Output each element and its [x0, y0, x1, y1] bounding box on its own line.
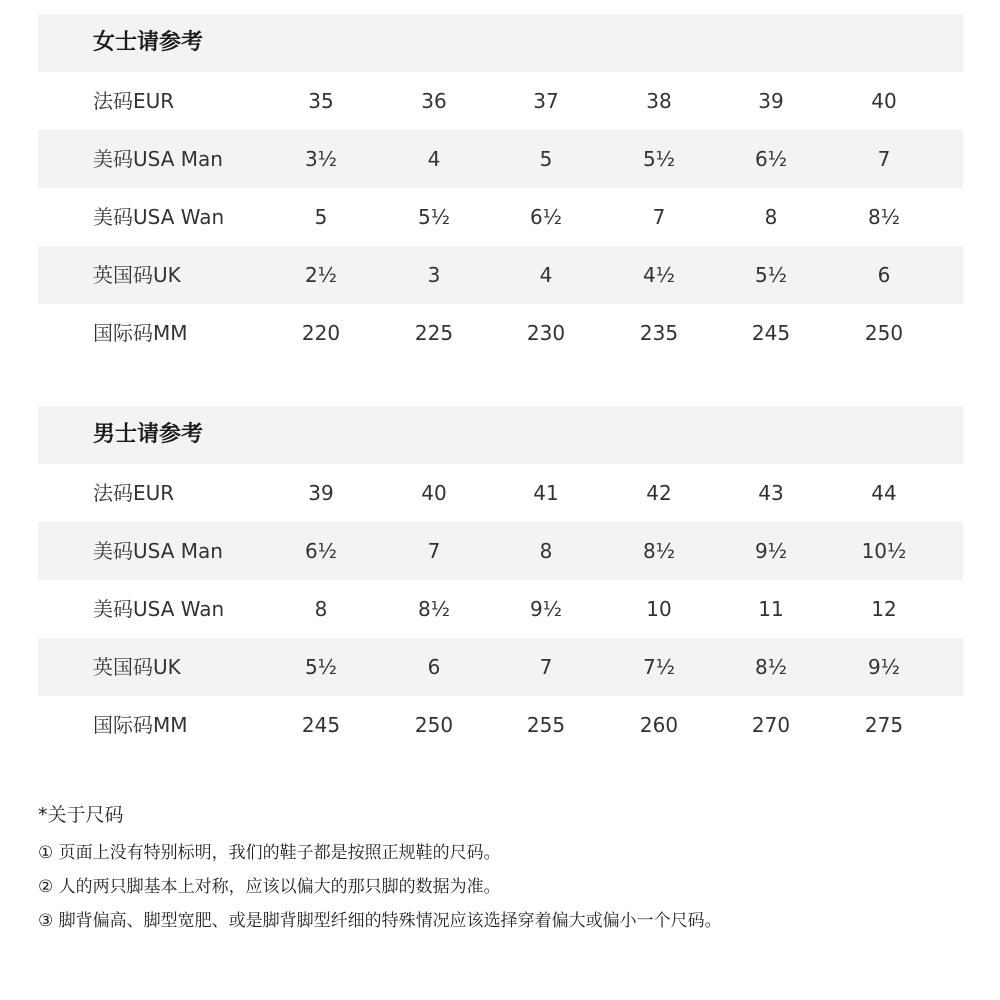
size-cell: 220 [301, 321, 341, 345]
size-cell: 9½ [529, 597, 563, 621]
size-cell: 275 [864, 713, 904, 737]
size-cell: 8½ [642, 539, 676, 563]
row-label: 法码EUR [93, 481, 175, 505]
size-cell: 245 [751, 321, 791, 345]
note-item: ② 人的两只脚基本上对称，应该以偏大的那只脚的数据为准。 [38, 877, 501, 897]
row-label: 英国码UK [93, 655, 181, 679]
size-cell: 3½ [304, 147, 338, 171]
size-cell: 43 [758, 481, 784, 505]
row-label: 法码EUR [93, 89, 175, 113]
table-row [38, 580, 963, 638]
size-cell: 41 [533, 481, 559, 505]
size-cell: 8½ [417, 597, 451, 621]
size-cell: 37 [533, 89, 559, 113]
size-cell: 6 [427, 655, 441, 679]
size-cell: 4½ [642, 263, 676, 287]
table-row [38, 72, 963, 130]
size-cell: 6½ [529, 205, 563, 229]
note-item: ③ 脚背偏高、脚型宽肥、或是脚背脚型纤细的特殊情况应该选择穿着偏大或偏小一个尺码。 [38, 911, 722, 931]
size-cell: 2½ [304, 263, 338, 287]
table-row [38, 188, 963, 246]
row-label: 美码USA Man [93, 539, 223, 563]
table-row [38, 246, 963, 304]
table-row [38, 696, 963, 754]
table-row [38, 638, 963, 696]
note-item: ① 页面上没有特别标明，我们的鞋子都是按照正规鞋的尺码。 [38, 843, 501, 863]
table-row [38, 464, 963, 522]
size-cell: 44 [871, 481, 897, 505]
size-cell: 4 [539, 263, 553, 287]
size-cell: 3 [427, 263, 441, 287]
size-cell: 4 [427, 147, 441, 171]
size-cell: 39 [308, 481, 334, 505]
women-size-table [38, 14, 963, 362]
table-row [38, 522, 963, 580]
men-table-title: 男士请参考 [93, 422, 204, 447]
size-cell: 5½ [642, 147, 676, 171]
size-cell: 6 [877, 263, 891, 287]
size-cell: 7½ [642, 655, 676, 679]
row-label: 美码USA Wan [93, 205, 225, 229]
size-cell: 8 [764, 205, 778, 229]
size-cell: 10½ [861, 539, 907, 563]
size-cell: 12 [871, 597, 897, 621]
table-row [38, 130, 963, 188]
women-table-header [38, 14, 963, 72]
size-cell: 8 [314, 597, 328, 621]
size-cell: 39 [758, 89, 784, 113]
size-cell: 7 [877, 147, 891, 171]
size-cell: 9½ [754, 539, 788, 563]
men-table-header [38, 406, 963, 464]
size-cell: 42 [646, 481, 672, 505]
women-table-title: 女士请参考 [93, 30, 204, 55]
size-cell: 255 [526, 713, 566, 737]
size-cell: 5 [539, 147, 553, 171]
row-label: 国际码MM [93, 713, 188, 737]
men-size-table [38, 406, 963, 754]
size-cell: 11 [758, 597, 784, 621]
size-cell: 40 [421, 481, 447, 505]
size-cell: 8 [539, 539, 553, 563]
size-cell: 260 [639, 713, 679, 737]
size-cell: 7 [539, 655, 553, 679]
size-cell: 7 [652, 205, 666, 229]
size-cell: 5½ [754, 263, 788, 287]
size-notes [38, 800, 968, 938]
size-cell: 230 [526, 321, 566, 345]
row-label: 美码USA Wan [93, 597, 225, 621]
size-cell: 40 [871, 89, 897, 113]
size-cell: 270 [751, 713, 791, 737]
row-label: 美码USA Man [93, 147, 223, 171]
size-cell: 225 [414, 321, 454, 345]
notes-title: *关于尺码 [38, 804, 124, 826]
size-cell: 250 [864, 321, 904, 345]
size-cell: 7 [427, 539, 441, 563]
size-cell: 5½ [417, 205, 451, 229]
size-cell: 8½ [867, 205, 901, 229]
size-cell: 9½ [867, 655, 901, 679]
size-cell: 6½ [754, 147, 788, 171]
row-label: 英国码UK [93, 263, 181, 287]
size-cell: 35 [308, 89, 334, 113]
size-cell: 245 [301, 713, 341, 737]
size-cell: 38 [646, 89, 672, 113]
size-cell: 5 [314, 205, 328, 229]
size-cell: 250 [414, 713, 454, 737]
size-cell: 235 [639, 321, 679, 345]
size-cell: 10 [646, 597, 672, 621]
size-cell: 6½ [304, 539, 338, 563]
table-row [38, 304, 963, 362]
size-cell: 8½ [754, 655, 788, 679]
row-label: 国际码MM [93, 321, 188, 345]
size-cell: 5½ [304, 655, 338, 679]
size-cell: 36 [421, 89, 447, 113]
